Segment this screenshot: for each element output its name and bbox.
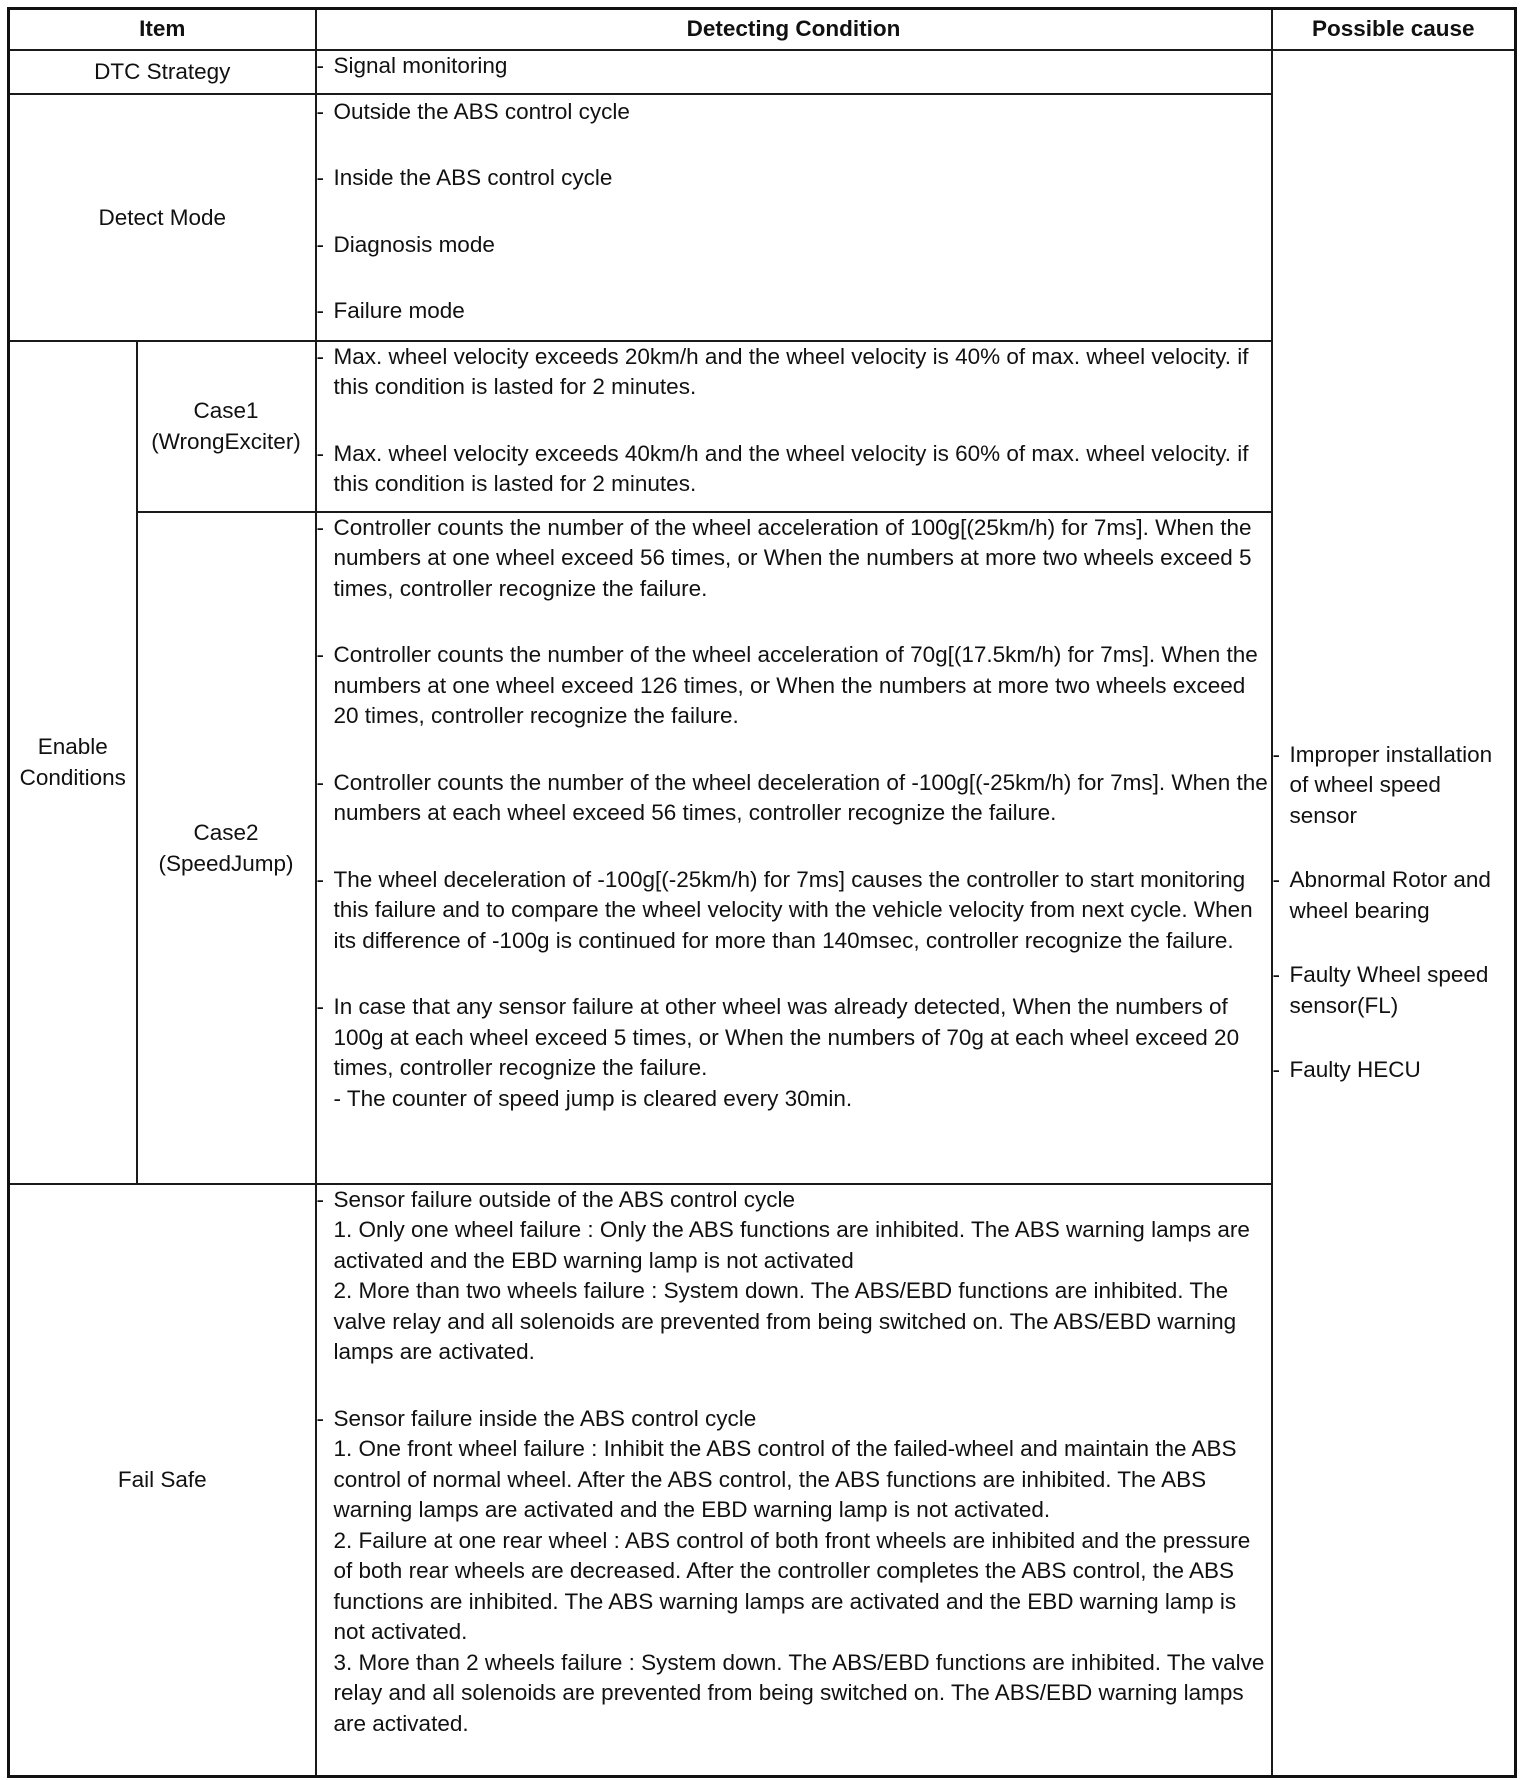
condition-line — [317, 992, 1271, 1114]
item-case1 — [137, 341, 316, 512]
cause-item: - Abnormal Rotor and wheel bearing — [1273, 865, 1515, 926]
condition-line: - Failure mode — [317, 296, 1271, 327]
case1-label: Case1 — [193, 398, 259, 423]
item-fail-safe: Fail Safe — [9, 1184, 316, 1777]
condition-dtc-strategy — [316, 50, 1272, 94]
fail-safe-inside-item: 3. More than 2 wheels failure : System down. The ABS/EBD functions are inhibited. The valve relay and all solenoids are prevented from being switched on. The ABS/EBD warning lamps are activated. — [333, 1649, 1265, 1736]
enable-label: Enable Conditions — [19, 734, 126, 790]
condition-fail-safe — [316, 1184, 1272, 1777]
condition-line: - Diagnosis mode — [317, 230, 1271, 261]
case2-label: Case2 — [193, 819, 259, 845]
cause-item: - Faulty Wheel speed sensor(FL) — [1273, 960, 1515, 1021]
fail-safe-outside-item: 1. Only one wheel failure : Only the ABS functions are inhibited. The ABS warning lamps are activated and the EBD warning lamp is not activated — [333, 1217, 1250, 1273]
condition-line: - Signal monitoring — [317, 51, 1271, 82]
fail-safe-outside — [317, 1185, 1271, 1368]
condition-line: - Max. wheel velocity exceeds 20km/h and the wheel velocity is 40% of max. wheel velocity. if this condition is lasted for 2 minutes. — [317, 342, 1271, 403]
case1-sublabel: (WrongExciter) — [151, 429, 301, 454]
condition-line: - The wheel deceleration of -100g[(-25km/h) for 7ms] causes the controller to start monitoring this failure and to compare the wheel velocity with the vehicle velocity from next cycle. When its difference of -100g is continued for more than 140msec, controller recognize the failure. — [317, 865, 1271, 957]
condition-detect-mode — [316, 94, 1272, 341]
condition-line: - Outside the ABS control cycle — [317, 97, 1271, 128]
item-enable-conditions — [9, 341, 137, 1184]
possible-cause-cell — [1272, 50, 1516, 1777]
condition-case1 — [316, 341, 1272, 512]
fail-safe-outside-item: 2. More than two wheels failure : System down. The ABS/EBD functions are inhibited. The valve relay and all solenoids are prevented from being switched on. The ABS/EBD warning lamps are activated. — [333, 1278, 1237, 1364]
fail-safe-inside — [317, 1404, 1271, 1740]
condition-case2 — [316, 512, 1272, 1184]
header-possible-cause: Possible cause — [1272, 9, 1516, 50]
dtc-table — [7, 7, 1517, 1778]
cause-item: - Improper installation of wheel speed sensor — [1273, 740, 1515, 832]
condition-line: - Controller counts the number of the wheel acceleration of 100g[(25km/h) for 7ms]. When the numbers at one wheel exceed 56 times, or When the numbers at more two wheels exceed 5 times, controller recognize the failure. — [317, 513, 1271, 605]
condition-text: In case that any sensor failure at other wheel was already detected, When the numbers of 100g at each wheel exceed 5 times, or When the numbers of 70g at each wheel exceed 20 times, controller recognize the failure. — [333, 994, 1240, 1080]
case2-sublabel: (SpeedJump) — [158, 850, 294, 876]
condition-line: - Controller counts the number of the wheel deceleration of -100g[(-25km/h) for 7ms]. When the numbers at each wheel exceed 56 times, controller recognize the failure. — [317, 768, 1271, 829]
item-dtc-strategy: DTC Strategy — [9, 50, 316, 94]
header-detecting-condition: Detecting Condition — [316, 9, 1272, 50]
fail-safe-outside-title: - Sensor failure outside of the ABS control cycle — [333, 1186, 796, 1212]
item-detect-mode: Detect Mode — [9, 94, 316, 341]
header-row — [9, 9, 1516, 50]
condition-line: - Inside the ABS control cycle — [317, 163, 1271, 194]
condition-line: - Max. wheel velocity exceeds 40km/h and the wheel velocity is 60% of max. wheel velocity. if this condition is lasted for 2 minutes. — [317, 439, 1271, 500]
fail-safe-inside-title: - Sensor failure inside the ABS control cycle — [333, 1405, 757, 1431]
fail-safe-inside-item: 2. Failure at one rear wheel : ABS control of both front wheels are inhibited and the pressure of both rear wheels are decreased. After the controller completes the ABS control, the ABS functions are inhibited. The ABS warning lamps are activated and the EBD warning lamp is not activated. — [333, 1527, 1251, 1644]
item-case2 — [137, 512, 316, 1184]
fail-safe-inside-item: 1. One front wheel failure : Inhibit the ABS control of the failed-wheel and maintain the ABS control of normal wheel. After the ABS control, the ABS functions are inhibited. The ABS warning lamps are activated and the EBD warning lamp is not activated. — [333, 1436, 1237, 1522]
row-dtc-strategy — [9, 50, 1516, 94]
cause-item: - Faulty HECU — [1273, 1055, 1515, 1086]
header-item: Item — [9, 9, 316, 50]
speed-jump-note: - The counter of speed jump is cleared every 30min. — [333, 1085, 853, 1111]
condition-line: - Controller counts the number of the wheel acceleration of 70g[(17.5km/h) for 7ms]. When the numbers at one wheel exceed 126 times, or When the numbers at more two wheels exceed 20 times, controller recognize the failure. — [317, 640, 1271, 732]
